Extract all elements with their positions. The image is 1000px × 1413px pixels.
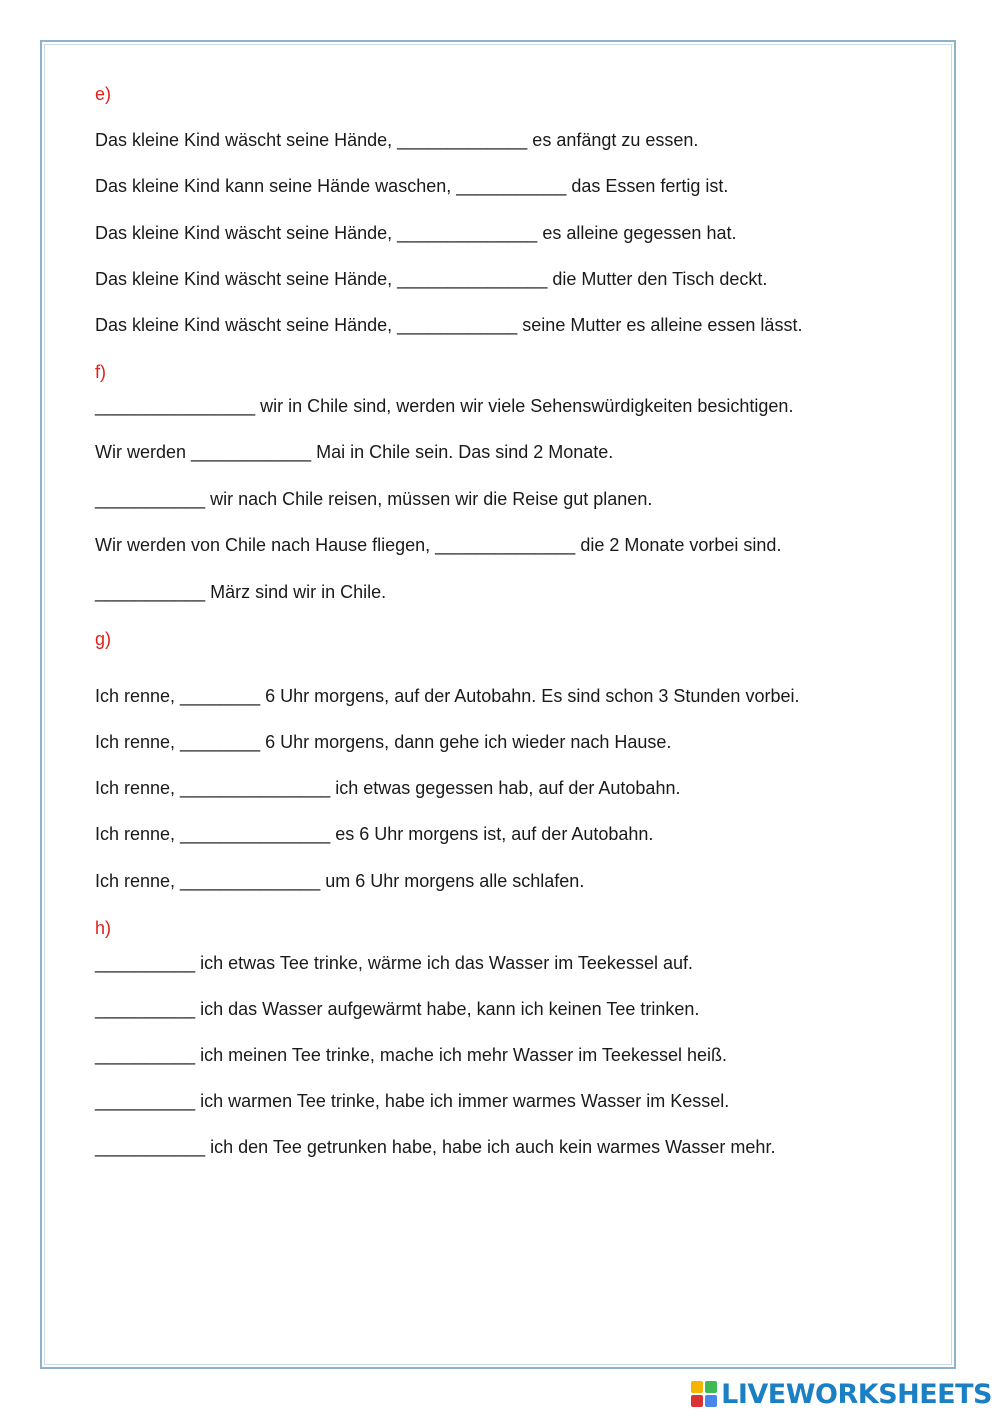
exercise-line: Das kleine Kind kann seine Hände waschen, ___________ das Essen fertig ist.	[95, 176, 729, 196]
exercise-line: Das kleine Kind wäscht seine Hände, _______________ die Mutter den Tisch deckt.	[95, 269, 768, 289]
section-label-e: e)	[95, 84, 112, 104]
exercise-line: __________ ich das Wasser aufgewärmt habe, kann ich keinen Tee trinken.	[95, 999, 700, 1019]
exercise-line: __________ ich meinen Tee trinke, mache ich mehr Wasser im Teekessel heiß.	[95, 1045, 727, 1065]
section-label-f: f)	[95, 362, 106, 382]
liveworksheets-logo-icon	[691, 1381, 717, 1407]
exercise-line: ___________ wir nach Chile reisen, müssen wir die Reise gut planen.	[95, 489, 653, 509]
exercise-line: Wir werden von Chile nach Hause fliegen, ______________ die 2 Monate vorbei sind.	[95, 535, 782, 555]
exercise-line: ___________ März sind wir in Chile.	[95, 582, 387, 602]
section-label-h: h)	[95, 918, 112, 938]
exercise-line: Ich renne, ________ 6 Uhr morgens, dann gehe ich wieder nach Hause.	[95, 732, 672, 752]
exercise-line: Ich renne, ______________ um 6 Uhr morgens alle schlafen.	[95, 871, 585, 891]
exercise-line: Das kleine Kind wäscht seine Hände, _____________ es anfängt zu essen.	[95, 130, 699, 150]
exercise-line: Ich renne, _______________ ich etwas gegessen hab, auf der Autobahn.	[95, 778, 681, 798]
exercise-line: Das kleine Kind wäscht seine Hände, ____________ seine Mutter es alleine essen lässt.	[95, 315, 803, 335]
liveworksheets-brand	[691, 1377, 992, 1411]
exercise-line: Ich renne, ________ 6 Uhr morgens, auf der Autobahn. Es sind schon 3 Stunden vorbei.	[95, 686, 800, 706]
exercise-line: Ich renne, _______________ es 6 Uhr morgens ist, auf der Autobahn.	[95, 824, 654, 844]
section-label-g: g)	[95, 629, 112, 649]
exercise-line: Das kleine Kind wäscht seine Hände, ______________ es alleine gegessen hat.	[95, 223, 737, 243]
exercise-line: Wir werden ____________ Mai in Chile sein. Das sind 2 Monate.	[95, 442, 614, 462]
exercise-line: __________ ich warmen Tee trinke, habe ich immer warmes Wasser im Kessel.	[95, 1091, 730, 1111]
exercise-line: ___________ ich den Tee getrunken habe, habe ich auch kein warmes Wasser mehr.	[95, 1137, 776, 1157]
brand-text: LIVEWORKSHEETS	[721, 1378, 992, 1410]
exercise-line: ________________ wir in Chile sind, werden wir viele Sehenswürdigkeiten besichtigen.	[95, 396, 794, 416]
exercise-line: __________ ich etwas Tee trinke, wärme ich das Wasser im Teekessel auf.	[95, 953, 693, 973]
